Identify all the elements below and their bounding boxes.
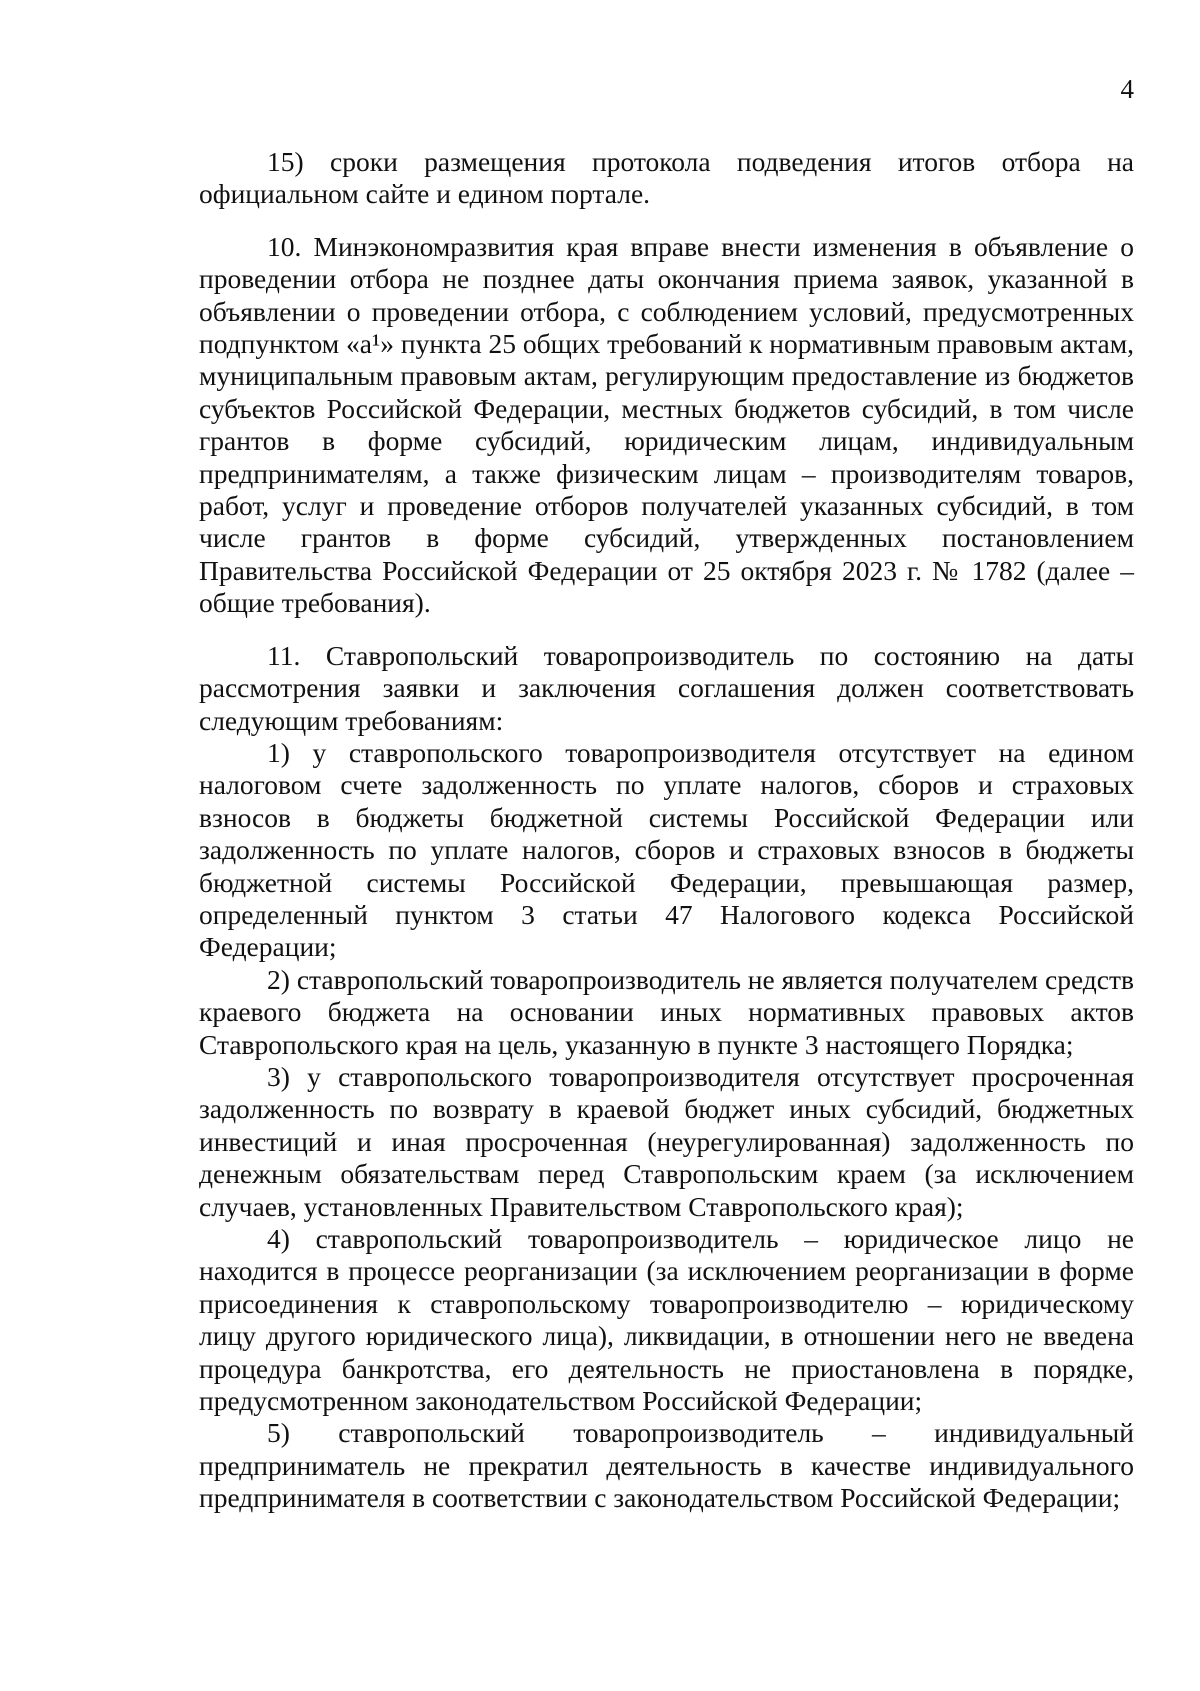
document-body bbox=[199, 146, 1134, 1515]
paragraph-item-4: 4) ставропольский товаропроизводитель – юридическое лицо не находится в процессе реорганизации (за исключением реорганизации в форме присоединения к ставропольскому товаропроизводителю – юридическому лицу другого юридического лица), ликвидации, в отношении него не введена процедура банкротства, его деятельность не приостановлена в порядке, предусмотренном законодательством Российской Федерации; bbox=[199, 1223, 1134, 1417]
paragraph-item-15: 15) сроки размещения протокола подведения итогов отбора на официальном сайте и едином портале. bbox=[199, 146, 1134, 210]
paragraph-item-3: 3) у ставропольского товаропроизводителя отсутствует просроченная задолженность по возврату в краевой бюджет иных субсидий, бюджетных инвестиций и иная просроченная (неурегулированная) задолженность по денежным обязательствам перед Ставропольским краем (за исключением случаев, установленных Правительством Ставропольского края); bbox=[199, 1060, 1134, 1222]
paragraph-section-10: 10. Минэкономразвития края вправе внести изменения в объявление о проведении отбора не позднее даты окончания приема заявок, указанной в объявлении о проведении отбора, с соблюдением условий, предусмотренных подпунктом «а¹» пункта 25 общих требований к нормативным правовым актам, муниципальным правовым актам, регулирующим предоставление из бюджетов субъектов Российской Федерации, местных бюджетов субсидий, в том числе грантов в форме субсидий, юридическим лицам, индивидуальным предпринимателям, а также физическим лицам – производителям товаров, работ, услуг и проведение отборов получателей указанных субсидий, в том числе грантов в форме субсидий, утвержденных постановлением Правительства Российской Федерации от 25 октября 2023 г. № 1782 (далее – общие требования). bbox=[199, 230, 1134, 619]
paragraph-item-2: 2) ставропольский товаропроизводитель не является получателем средств краевого бюджета на основании иных нормативных правовых актов Ставропольского края на цель, указанную в пункте 3 настоящего Порядка; bbox=[199, 963, 1134, 1060]
paragraph-item-1: 1) у ставропольского товаропроизводителя отсутствует на едином налоговом счете задолженность по уплате налогов, сборов и страховых взносов в бюджеты бюджетной системы Российской Федерации или задолженность по уплате налогов, сборов и страховых взносов в бюджеты бюджетной системы Российской Федерации, превышающая размер, определенный пунктом 3 статьи 47 Налогового кодекса Российской Федерации; bbox=[199, 736, 1134, 963]
paragraph-item-5: 5) ставропольский товаропроизводитель – индивидуальный предприниматель не прекратил деятельность в качестве индивидуального предпринимателя в соответствии с законодательством Российской Федерации; bbox=[199, 1417, 1134, 1514]
paragraph-section-11: 11. Ставропольский товаропроизводитель по состоянию на даты рассмотрения заявки и заключения соглашения должен соответствовать следующим требованиям: bbox=[199, 639, 1134, 736]
page-number: 4 bbox=[1120, 74, 1134, 104]
